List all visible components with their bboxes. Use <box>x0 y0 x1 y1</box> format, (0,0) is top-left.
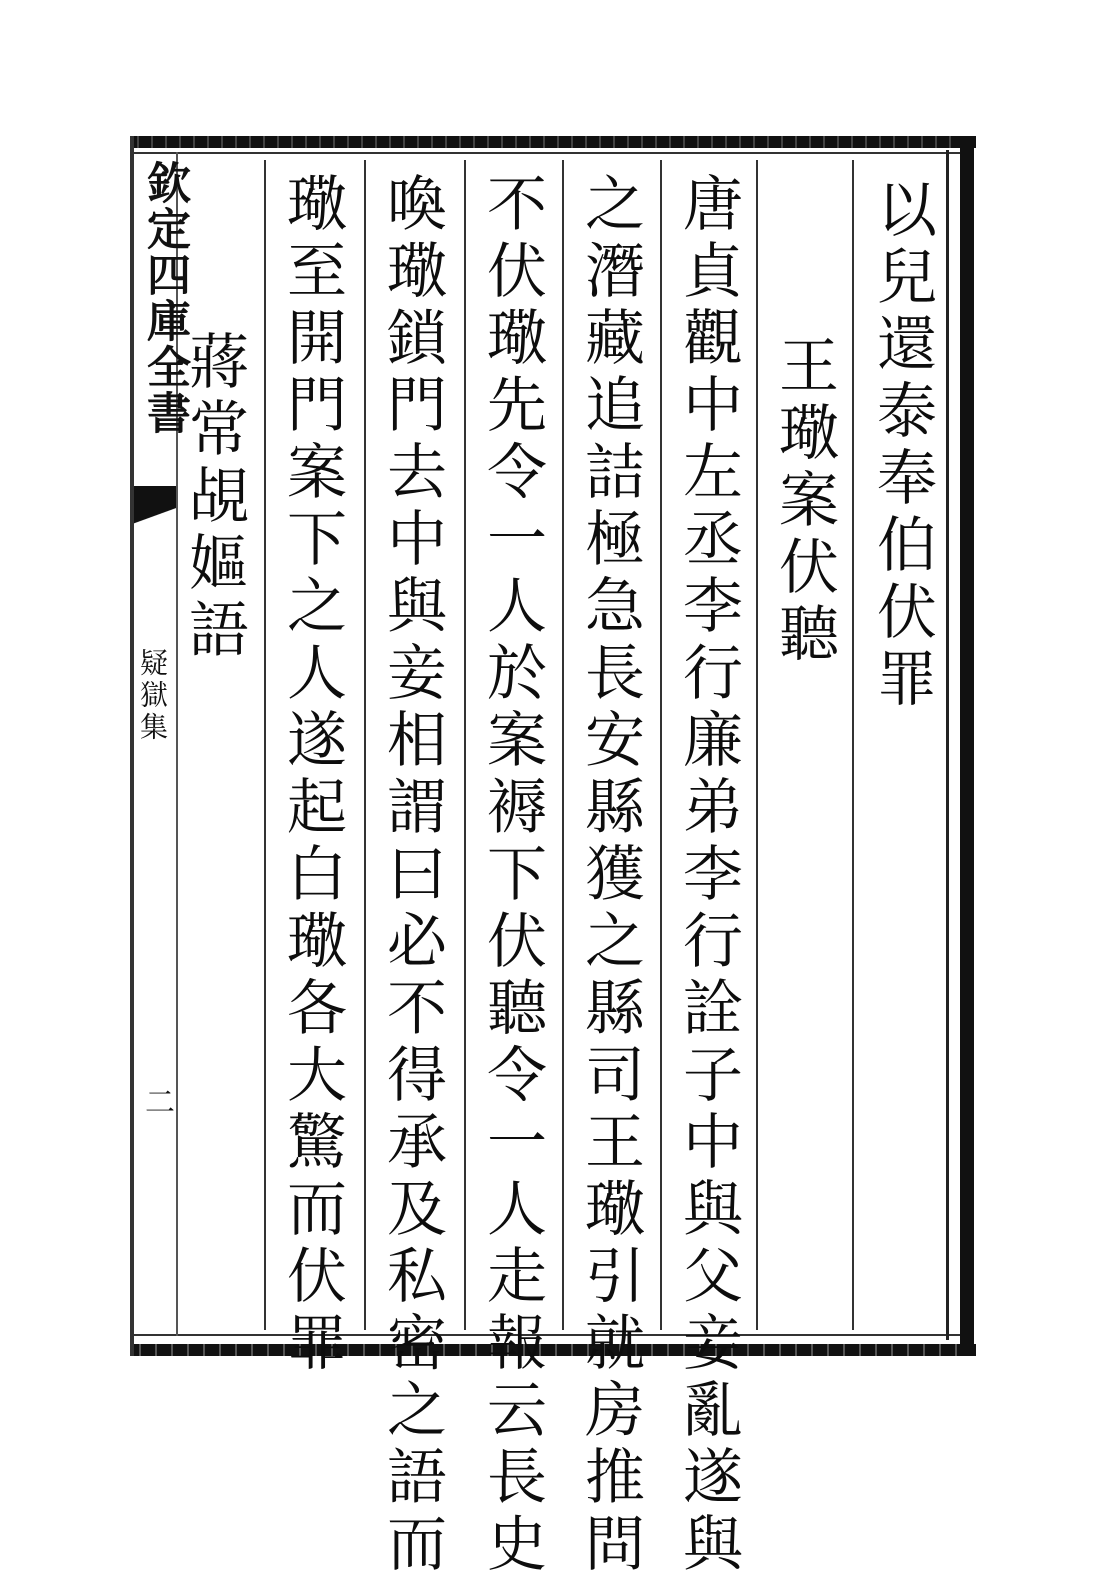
text-column-body: 喚璥鎖門去中與妾相謂曰必不得承及私密之語而 <box>377 172 447 1579</box>
column-rule <box>852 160 854 1330</box>
text-column-case-title: 王璥案伏聽 <box>769 334 839 669</box>
text-column-body: 之潛藏追詰極急長安縣獲之縣司王璥引就房推問 <box>575 172 645 1579</box>
frame-right-inner-line <box>946 150 949 1340</box>
fish-tail-mark <box>134 486 176 538</box>
frame-top-inner-line <box>134 152 972 154</box>
margin-chapter-title: 疑獄集 <box>136 648 169 744</box>
text-column-heading-previous: 以兒還泰奉伯伏罪 <box>867 178 937 714</box>
column-rule <box>364 160 366 1330</box>
text-column-body: 唐貞觀中左丞李行廉弟李行詮子中與父妾亂遂與 <box>673 172 743 1579</box>
margin-book-title: 欽定四庫全書 <box>139 160 190 436</box>
frame-top-border <box>130 136 976 148</box>
text-column-body: 不伏璥先令一人於案褥下伏聽令一人走報云長史 <box>477 172 547 1579</box>
margin-page-number: 二 <box>139 1086 174 1116</box>
column-rule <box>562 160 564 1330</box>
frame-bottom-inner-line <box>134 1334 972 1336</box>
text-column-body: 璥至開門案下之人遂起白璥各大驚而伏罪 <box>277 172 347 1378</box>
column-rule <box>264 160 266 1330</box>
text-column-next-case-title: 蔣常覘嫗語 <box>179 330 249 665</box>
frame-bottom-border <box>130 1344 976 1356</box>
column-rule <box>660 160 662 1330</box>
frame-right-border <box>960 136 974 1356</box>
column-rule <box>464 160 466 1330</box>
column-rule <box>756 160 758 1330</box>
